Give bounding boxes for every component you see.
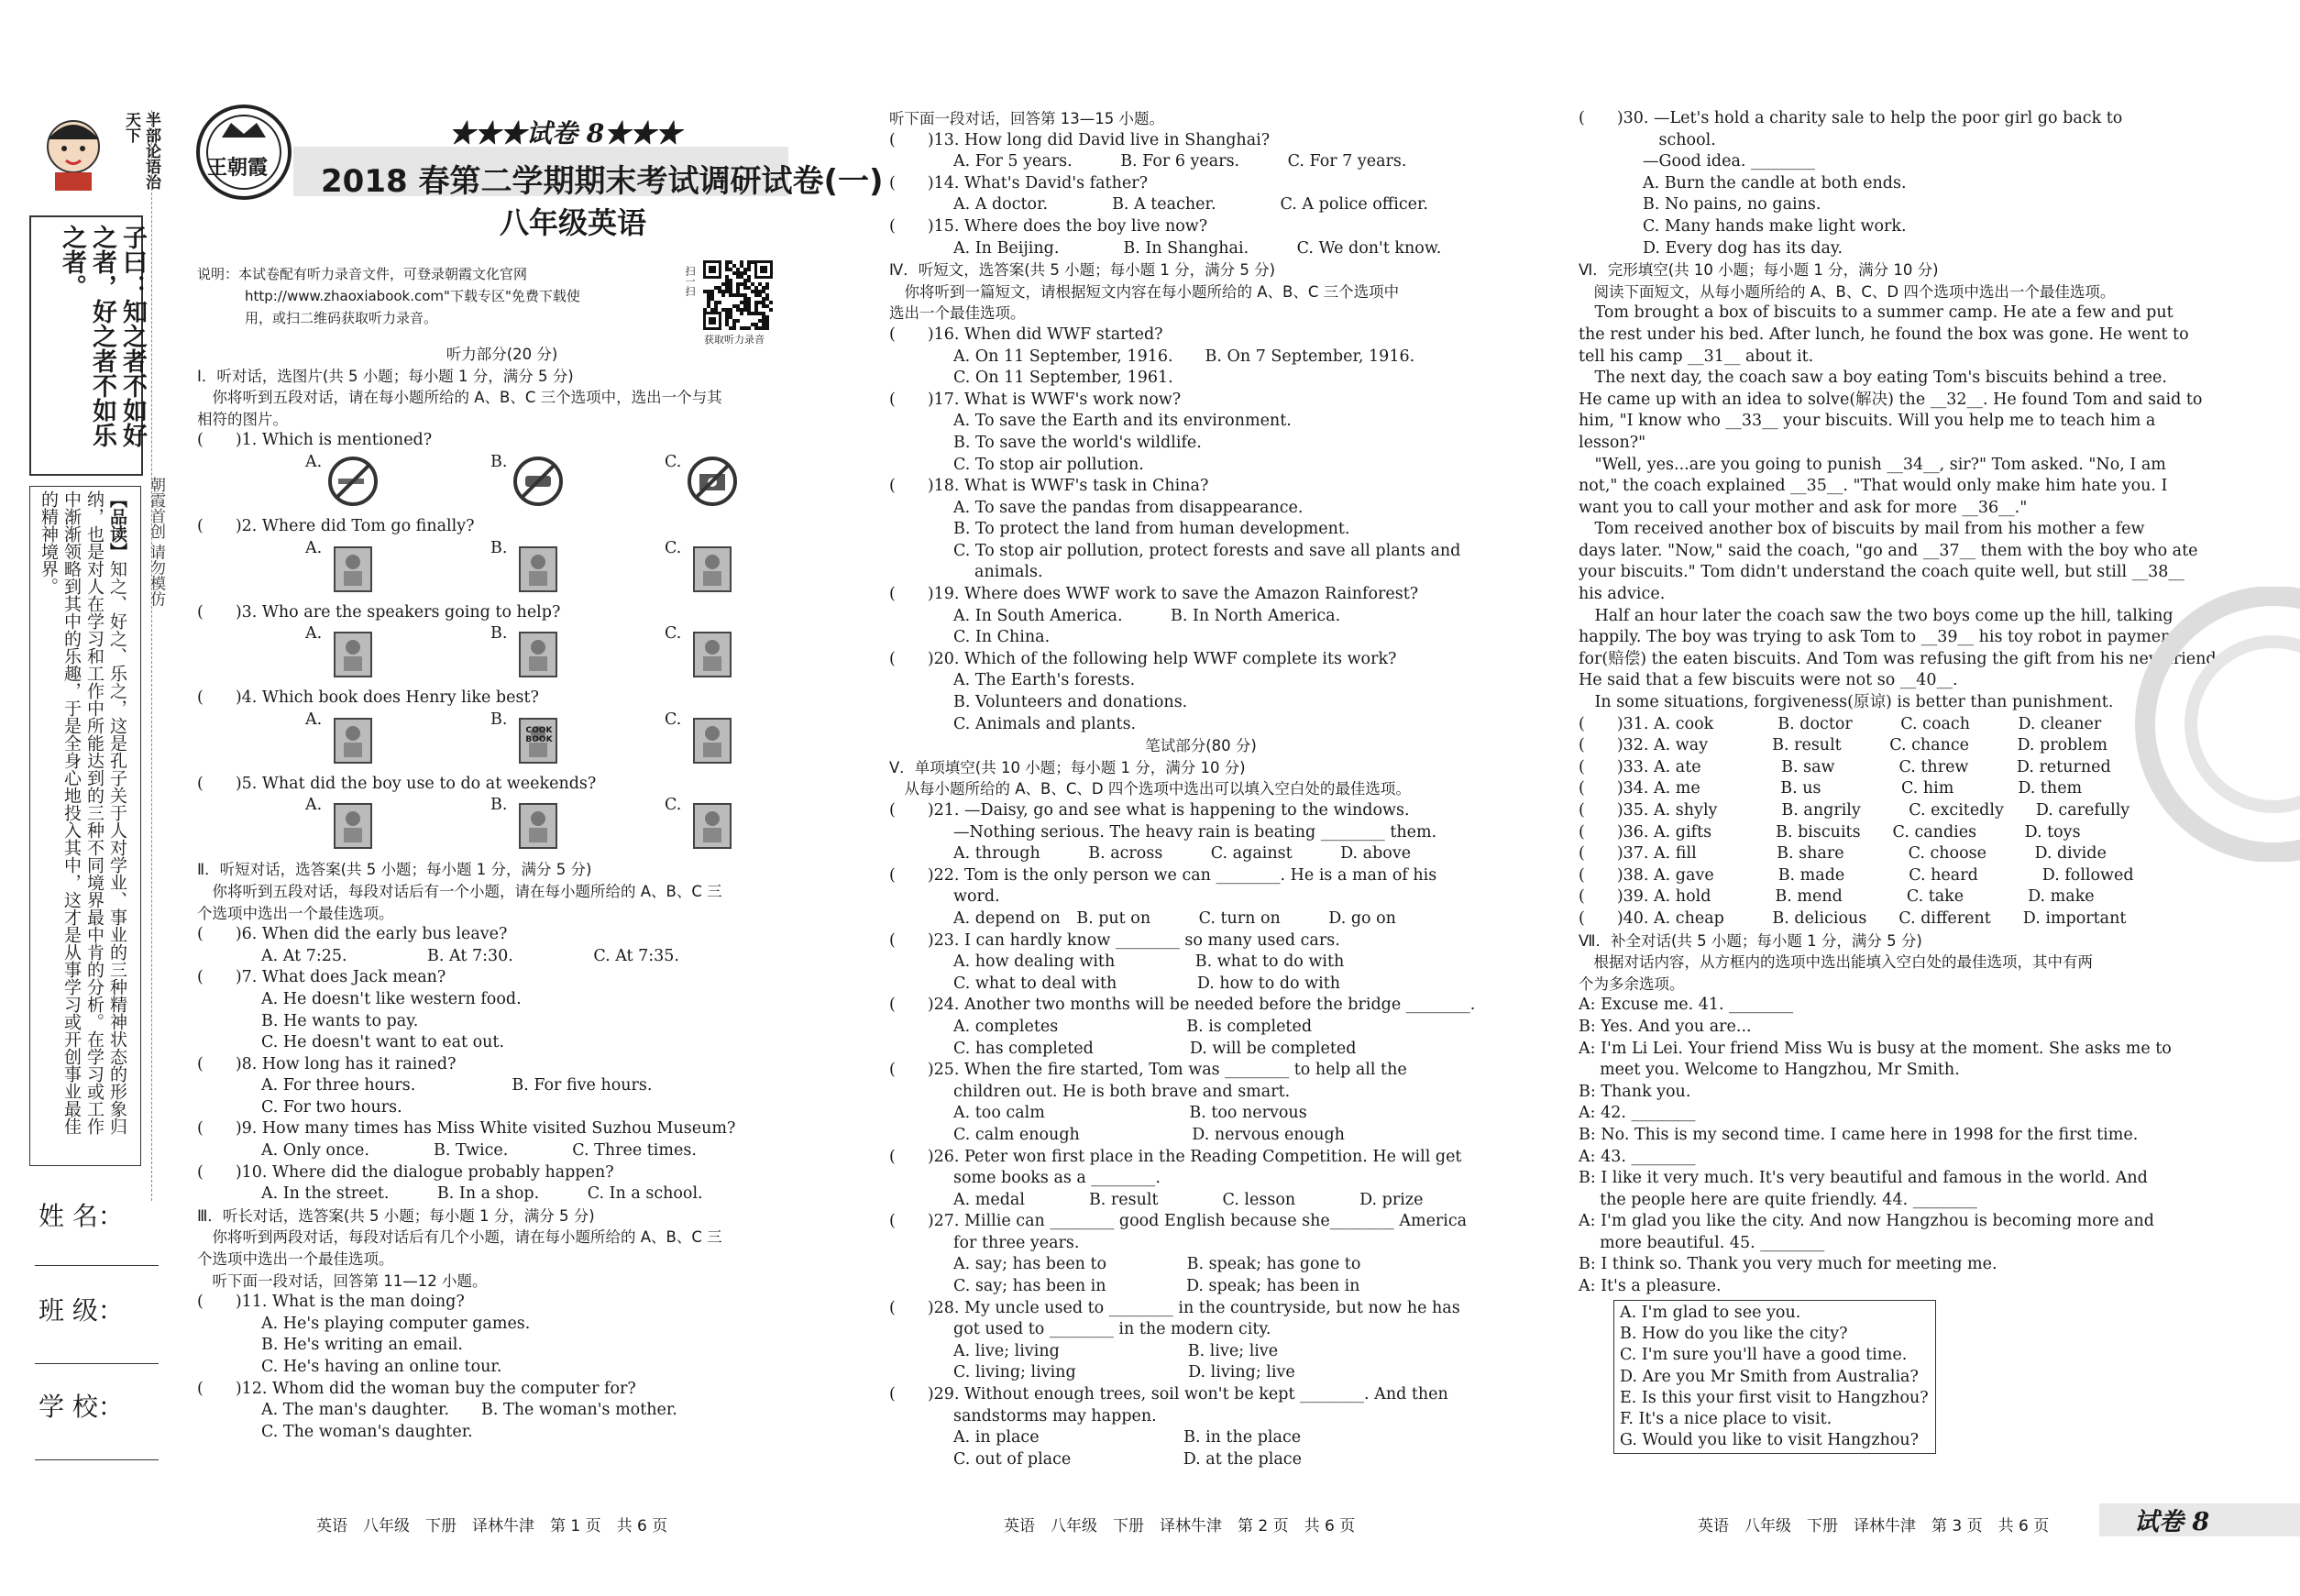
text-line: ( )7. What does Jack mean? [197, 968, 446, 987]
text-line: ( )17. What is WWF's work now? [889, 390, 1182, 409]
text-line: A. A doctor. B. A teacher. C. A police officer. [889, 195, 1428, 215]
text-line: 你将听到一篇短文，请根据短文内容在每小题所给的 A、B、C 三个选项中 [889, 282, 1400, 301]
text-line: A: It's a pleasure. [1579, 1277, 1722, 1296]
text-line: A. In South America. B. In North America. [889, 606, 1341, 625]
text-line: A. say; has been to B. speak; has gone to [889, 1255, 1361, 1274]
text-line: B: I think so. Thank you very much for meeting me. [1579, 1255, 1997, 1274]
text-line: A. He doesn't like western food. [197, 989, 522, 1008]
text-line: ( )32. A. way B. result C. chance D. problem [1579, 736, 2107, 755]
logo-text: 王朝霞 [207, 156, 269, 180]
text-line: C. say; has been in D. speak; has been in [889, 1277, 1360, 1296]
class-label: 班 级： [39, 1295, 124, 1326]
instruction-note [197, 263, 683, 329]
text-line: A. To save the Earth and its environment. [889, 412, 1292, 431]
text-line: B. To save the world's wildlife. [889, 433, 1202, 452]
text-line: ( )2. Where did Tom go finally? [197, 516, 475, 535]
dialog-option: D. Are you Mr Smith from Australia? [1620, 1367, 1919, 1386]
text-line: A. live; living B. live; live [889, 1341, 1279, 1360]
exam-title: 2018 春第二学期期末考试调研试卷(一) [321, 163, 884, 200]
text-line: A: I'm glad you like the city. And now Hangzhou is becoming more and [1579, 1212, 2154, 1231]
text-line: ( )22. Tom is the only person we can ________. He is a man of his [889, 865, 1437, 885]
book-cover-text: COOK BOOK [525, 725, 553, 744]
text-line: ( )25. When the fire started, Tom was ________ to help all the [889, 1061, 1407, 1080]
column-page-3 [1579, 108, 2222, 1298]
no-smoking-icon [325, 454, 380, 518]
text-line: ( )35. A. shyly B. angrily C. excitedly D. carefully [1579, 801, 2130, 820]
text-line: him, "I know who __33__ your biscuits. Will you help me to teach him a [1579, 412, 2156, 431]
text-line: A. how dealing with B. what to do with [889, 952, 1345, 972]
dialog-option: C. I'm sure you'll have a good time. [1620, 1346, 1908, 1365]
text-line: ( )31. A. cook B. doctor C. coach D. cleaner [1579, 714, 2102, 733]
text-line: 听下面一段对话，回答第 13—15 小题。 [889, 110, 1164, 127]
section-heading: Ⅴ．单项填空(共 10 小题；每小题 1 分，满分 10 分) [889, 758, 1246, 776]
text-line: ( )29. Without enough trees, soil won't be kept ________. And then [889, 1385, 1448, 1404]
text-line: ( )4. Which book does Henry like best? [197, 688, 539, 708]
text-line: 听力部分(20 分) [446, 346, 558, 363]
subject-title: 八年级英语 [500, 205, 647, 240]
dialog-option: F. It's a nice place to visit. [1620, 1410, 1832, 1429]
picture-option-label: B. [490, 796, 508, 815]
text-line: B: I like it very much. It's very beautiful and famous in the world. And [1579, 1169, 2148, 1188]
series-title: ★★★试卷 8★★★ [449, 118, 682, 149]
text-line: ( )28. My uncle used to ________ in the countryside, but now he has [889, 1298, 1460, 1317]
text-line: He came up with an idea to solve(解决) the __32__. He found Tom and said to [1579, 390, 2203, 409]
text-line: C. To stop air pollution, protect forests and save all plants and [889, 541, 1461, 560]
text-line: 你将听到五段对话，请在每小题所给的 A、B、C 三个选项中，选出一个与其 [197, 389, 722, 407]
text-line: 个为多余选项。 [1579, 974, 1685, 993]
text-line: 个选项中选出一个最佳选项。 [197, 1250, 394, 1269]
text-line: 你将听到五段对话，每段对话后有一个小题，请在每小题所给的 A、B、C 三 [197, 882, 722, 900]
note-line: 用，或扫二维码获取听力录音。 [245, 310, 438, 326]
text-line: ( )16. When did WWF started? [889, 325, 1163, 344]
picture-option-label: C. [665, 452, 682, 471]
school-field[interactable] [35, 1459, 159, 1460]
text-line: A. Burn the candle at both ends. [1579, 173, 1907, 193]
picture-option-label: B. [490, 538, 508, 557]
text-line: ( )38. A. gave B. made C. heard D. followed [1579, 865, 2134, 885]
section-heading: Ⅳ．听短文，选答案(共 5 小题；每小题 1 分，满分 5 分) [889, 261, 1276, 280]
text-line: A. In the street. B. In a shop. C. In a school. [197, 1184, 703, 1204]
text-line: ( )20. Which of the following help WWF complete its work? [889, 649, 1397, 668]
picture-option-label: C. [665, 624, 682, 644]
text-line: ( )14. What's David's father? [889, 173, 1148, 193]
text-line: your biscuits." Tom didn't understand the coach quite well, but still __38__ [1579, 563, 2184, 582]
text-line: C. For two hours. [197, 1097, 402, 1117]
text-line: A. To save the pandas from disappearance. [889, 498, 1304, 517]
text-line: A. depend on B. put on C. turn on D. go on [889, 908, 1396, 928]
text-line: 从每小题所给的 A、B、C、D 四个选项中选出可以填入空白处的最佳选项。 [889, 780, 1411, 798]
text-line: "Well, yes...are you going to punish __34__, sir?" Tom asked. "No, I am [1579, 455, 2166, 474]
text-line: B: No. This is my second time. I came here in 1998 for the first time. [1579, 1125, 2139, 1144]
text-line: C. has completed D. will be completed [889, 1039, 1357, 1058]
text-line: A. For three hours. B. For five hours. [197, 1076, 653, 1095]
qr-caption: 获取听力录音 [704, 334, 765, 346]
text-line: 笔试部分(80 分) [1145, 737, 1257, 755]
text-line: A. in place B. in the place [889, 1428, 1302, 1447]
text-line: 阅读下面短文，从每小题所给的 A、B、C、D 四个选项中选出一个最佳选项。 [1579, 282, 2116, 301]
picture-option-label: B. [490, 710, 508, 729]
text-line: A: 43. ________ [1579, 1147, 1696, 1166]
children-icon [511, 625, 566, 689]
watermark-text: 朝霞首创 请勿模仿 [147, 477, 165, 607]
picture-option-label: A. [305, 452, 323, 471]
text-line: ( )27. Millie can ________ good English because she________ America [889, 1212, 1468, 1231]
text-line: A: 42. ________ [1579, 1104, 1696, 1123]
text-line: ( )15. Where does the boy live now? [889, 216, 1208, 236]
text-line: C. living; living D. living; live [889, 1363, 1295, 1382]
footer-series: 试卷 8 [2134, 1508, 2210, 1536]
text-line: more beautiful. 45. ________ [1579, 1233, 1825, 1252]
climbing-icon [325, 797, 380, 861]
text-line: not," the coach explained __35__. "That would only make him hate you. I [1579, 477, 2168, 496]
text-line: sandstorms may happen. [889, 1406, 1157, 1425]
column-page-2 [889, 108, 1513, 1470]
text-line: A. On 11 September, 1916. B. On 7 September, 1916. [889, 347, 1415, 366]
text-line: ( )9. How many times has Miss White visited Suzhou Museum? [197, 1119, 736, 1139]
text-line: 你将听到两段对话，每段对话后有几个小题，请在每小题所给的 A、B、C 三 [197, 1228, 722, 1247]
text-line: B: Thank you. [1579, 1082, 1691, 1101]
picture-options [197, 795, 807, 859]
text-line: ( )10. Where did the dialogue probably happen? [197, 1162, 614, 1182]
picture-option-label: B. [490, 452, 508, 471]
text-line: children out. He is both brave and smart. [889, 1082, 1291, 1101]
pindu-commentary [37, 490, 128, 1150]
no-parking-icon [511, 454, 566, 518]
text-line: B: Yes. And you are... [1579, 1017, 1752, 1036]
text-line: ( )3. Who are the speakers going to help? [197, 602, 561, 622]
text-line: days later. "Now," said the coach, "go and __37__ them with the boy who ate [1579, 541, 2198, 560]
reading-icon [511, 797, 566, 861]
text-line: A. through B. across C. against D. above [889, 844, 1412, 864]
text-line: A. He's playing computer games. [197, 1314, 531, 1333]
text-line: —Good idea. ________ [1579, 152, 1816, 171]
cook-book-icon [511, 711, 566, 776]
picture-options [197, 623, 807, 688]
text-line: He said that a few biscuits were not so __40__. [1579, 671, 1958, 690]
text-line: 个选项中选出一个最佳选项。 [197, 904, 394, 922]
text-line: ( )26. Peter won first place in the Reading Competition. He will get [889, 1147, 1462, 1166]
picture-options [197, 538, 807, 602]
text-line: A. At 7:25. B. At 7:30. C. At 7:35. [197, 946, 679, 965]
text-line: ( )36. A. gifts B. biscuits C. candies D. toys [1579, 822, 2081, 842]
text-line: —Nothing serious. The heavy rain is beating ________ them. [889, 822, 1437, 842]
text-line: C. To stop air pollution. [889, 455, 1144, 474]
text-line: C. Many hands make light work. [1579, 216, 1907, 236]
section-heading: Ⅵ．完形填空(共 10 小题；每小题 1 分，满分 10 分) [1579, 261, 1939, 280]
text-line: 选出一个最佳选项。 [889, 304, 1026, 323]
picture-option-label: C. [665, 538, 682, 557]
text-line: In some situations, forgiveness(原谅) is better than punishment. [1579, 693, 2114, 712]
text-line: B. Volunteers and donations. [889, 693, 1188, 712]
class-field[interactable] [35, 1363, 159, 1364]
text-line: ( )30. —Let's hold a charity sale to help the poor girl go back to [1579, 109, 2123, 127]
confucius-quote: 子曰：知之者不如好之者，好之者不如乐之者。 [58, 225, 147, 447]
text-line: some books as a ________. [889, 1169, 1161, 1188]
text-line: ( )11. What is the man doing? [197, 1293, 465, 1312]
text-line: school. [1579, 130, 1716, 149]
qr-side-label: 扫一扫 [684, 266, 696, 296]
text-line: meet you. Welcome to Hangzhou, Mr Smith. [1579, 1061, 1960, 1080]
picture-option-label: C. [665, 710, 682, 729]
note-line: http://www.zhaoxiabook.com"下载专区"免费下载使 [245, 288, 580, 304]
note-line: 说明：本试卷配有听力录音文件，可登录朝霞文化官网 [197, 266, 528, 282]
text-line: want you to call your mother and ask for more __36__." [1579, 498, 2028, 517]
text-line: the people here are quite friendly. 44. ________ [1579, 1190, 1977, 1209]
picture-option-label: B. [490, 624, 508, 644]
text-line: ( )19. Where does WWF work to save the Amazon Rainforest? [889, 585, 1419, 604]
text-line: C. The woman's daughter. [197, 1422, 473, 1441]
computer-book-icon [685, 711, 740, 776]
school-label: 学 校： [39, 1392, 124, 1422]
text-line: B. No pains, no gains. [1579, 195, 1821, 215]
boy-icon [685, 625, 740, 689]
text-line: the rest under his bed. After lunch, he found the box was gone. He went to [1579, 325, 2189, 344]
text-line: 根据对话内容，从方框内的选项中选出能填入空白处的最佳选项，其中有两 [1579, 953, 2093, 972]
text-line: C. Animals and plants. [889, 714, 1137, 733]
football-icon [685, 797, 740, 861]
text-line: Half an hour later the coach saw the two boys come up the hill, talking [1579, 606, 2173, 625]
motto: 半部论语治天下 [122, 112, 160, 190]
text-line: animals. [889, 563, 1043, 582]
text-line: ( )13. How long did David live in Shanghai? [889, 130, 1271, 149]
text-line: A. completes B. is completed [889, 1017, 1313, 1036]
qr-code-icon[interactable] [701, 259, 775, 332]
footer-page-1: 英语 八年级 下册 译林牛津 第 1 页 共 6 页 [316, 1517, 668, 1535]
dialog-option: B. How do you like the city? [1620, 1325, 1848, 1344]
text-line: 听下面一段对话，回答第 11—12 小题。 [197, 1271, 488, 1290]
text-line: got used to ________ in the modern city. [889, 1320, 1271, 1339]
text-line: B. He wants to pay. [197, 1011, 419, 1030]
dialog-option: E. Is this your first visit to Hangzhou? [1620, 1388, 1929, 1407]
logo [194, 103, 293, 202]
text-line: A. Only once. B. Twice. C. Three times. [197, 1141, 697, 1161]
column-page-1 [197, 344, 807, 1443]
text-line: 相符的图片。 [197, 410, 288, 428]
text-line: Tom received another box of biscuits by mail from his mother a few [1579, 520, 2145, 539]
section-heading: Ⅶ．补全对话(共 5 小题；每小题 1 分，满分 5 分) [1579, 931, 1922, 950]
text-line: C. He's having an online tour. [197, 1358, 502, 1376]
picture-options [197, 452, 807, 516]
section-heading: Ⅰ．听对话，选图片(共 5 小题；每小题 1 分，满分 5 分) [197, 367, 574, 385]
text-line: A. For 5 years. B. For 6 years. C. For 7 years. [889, 152, 1407, 171]
text-line: ( )40. A. cheap B. delicious C. different D. important [1579, 908, 2127, 928]
text-line: A: Excuse me. 41. ________ [1579, 996, 1794, 1015]
text-line: ( )18. What is WWF's task in China? [889, 477, 1209, 496]
text-line: C. what to deal with D. how to do with [889, 974, 1341, 993]
text-line: B. He's writing an email. [197, 1336, 463, 1355]
picture-options [197, 710, 807, 774]
text-line: for(赔偿) the eaten biscuits. And Tom was refusing the gift from his new friend. [1579, 649, 2222, 668]
text-line: C. out of place D. at the place [889, 1449, 1302, 1469]
text-line: C. He doesn't want to eat out. [197, 1033, 505, 1052]
text-line: his advice. [1579, 585, 1666, 604]
text-line: A. The Earth's forests. [889, 671, 1136, 690]
text-line: C. In China. [889, 628, 1051, 647]
text-line: ( )12. Whom did the woman buy the computer for? [197, 1379, 636, 1398]
text-line: word. [889, 887, 1000, 907]
seal-watermark-icon [2108, 587, 2300, 865]
dialog-option: A. I'm glad to see you. [1620, 1304, 1801, 1322]
text-line: ( )5. What did the boy use to do at weekends? [197, 774, 597, 793]
text-line: for three years. [889, 1233, 1080, 1252]
text-line: ( )39. A. hold B. mend C. take D. make [1579, 887, 2095, 907]
text-line: ( )33. A. ate B. saw C. threw D. returned [1579, 757, 2111, 776]
text-line: D. Every dog has its day. [1579, 238, 1843, 258]
section-heading: Ⅱ．听短对话，选答案(共 5 小题；每小题 1 分，满分 5 分) [197, 861, 592, 879]
footer-page-3: 英语 八年级 下册 译林牛津 第 3 页 共 6 页 [1698, 1517, 2050, 1535]
big-ben-icon [325, 540, 380, 604]
text-line: A. too calm B. too nervous [889, 1104, 1307, 1123]
text-line: ( )23. I can hardly know ________ so many used cars. [889, 930, 1340, 950]
text-line: ( )21. —Daisy, go and see what is happening to the windows. [889, 801, 1410, 820]
old-man-icon [325, 625, 380, 689]
picture-book-icon [325, 711, 380, 776]
text-line: A. The man's daughter. B. The woman's mother. [197, 1401, 677, 1420]
dialog-options-box [1613, 1300, 1936, 1454]
text-line: The next day, the coach saw a boy eating Tom's biscuits behind a tree. [1579, 369, 2167, 388]
pindu-label: 【品读】 [107, 490, 127, 560]
picture-option-label: C. [665, 796, 682, 815]
statue-of-liberty-icon [511, 540, 566, 604]
no-photo-icon [685, 454, 740, 518]
text-line: A. In Beijing. B. In Shanghai. C. We don't know. [889, 238, 1442, 258]
dialog-option: G. Would you like to visit Hangzhou? [1620, 1431, 1920, 1450]
footer-page-2: 英语 八年级 下册 译林牛津 第 2 页 共 6 页 [1004, 1517, 1356, 1535]
series-label: 试卷 8 [526, 118, 605, 149]
text-line: Tom brought a box of biscuits to a summer camp. He ate a few and put [1579, 303, 2173, 323]
name-label: 姓 名： [39, 1201, 124, 1231]
text-line: C. On 11 September, 1961. [889, 369, 1173, 388]
text-line: lesson?" [1579, 433, 1646, 452]
cut-line [151, 110, 152, 1201]
picture-option-label: A. [305, 710, 323, 729]
section-heading: Ⅲ．听长对话，选答案(共 5 小题；每小题 1 分，满分 5 分) [197, 1206, 595, 1225]
text-line: ( )6. When did the early bus leave? [197, 925, 508, 944]
text-line: C. calm enough D. nervous enough [889, 1125, 1345, 1144]
picture-option-label: A. [305, 624, 323, 644]
pindu-text: 知之、好之、乐之，这是孔子关于人对学业、事业的三种精神状态的形象归纳，也是对人在学习和工作中所能达到的三种不同境界最中肯的分析。在学习或工作中渐渐领略到其中的乐趣，于是全身心地投入其中，这才是从事学习或开创事业最佳的精神境界。 [39, 490, 127, 1135]
text-line: tell his camp __31__ about it. [1579, 347, 1814, 366]
picture-option-label: A. [305, 796, 323, 815]
text-line: happily. The boy was trying to ask Tom to __39__ his toy robot in payment [1579, 628, 2178, 647]
text-line: A. medal B. result C. lesson D. prize [889, 1190, 1424, 1209]
text-line: ( )1. Which is mentioned? [197, 431, 433, 450]
opera-house-icon [685, 540, 740, 604]
text-line: ( )37. A. fill B. share C. choose D. divide [1579, 844, 2107, 864]
text-line: ( )34. A. me B. us C. him D. them [1579, 779, 2083, 798]
text-line: B. To protect the land from human development. [889, 520, 1350, 539]
picture-option-label: A. [305, 538, 323, 557]
name-field[interactable] [35, 1265, 159, 1266]
text-line: A: I'm Li Lei. Your friend Miss Wu is busy at the moment. She asks me to [1579, 1039, 2172, 1058]
text-line: ( )8. How long has it rained? [197, 1054, 457, 1073]
text-line: ( )24. Another two months will be needed before the bridge ________. [889, 996, 1476, 1015]
